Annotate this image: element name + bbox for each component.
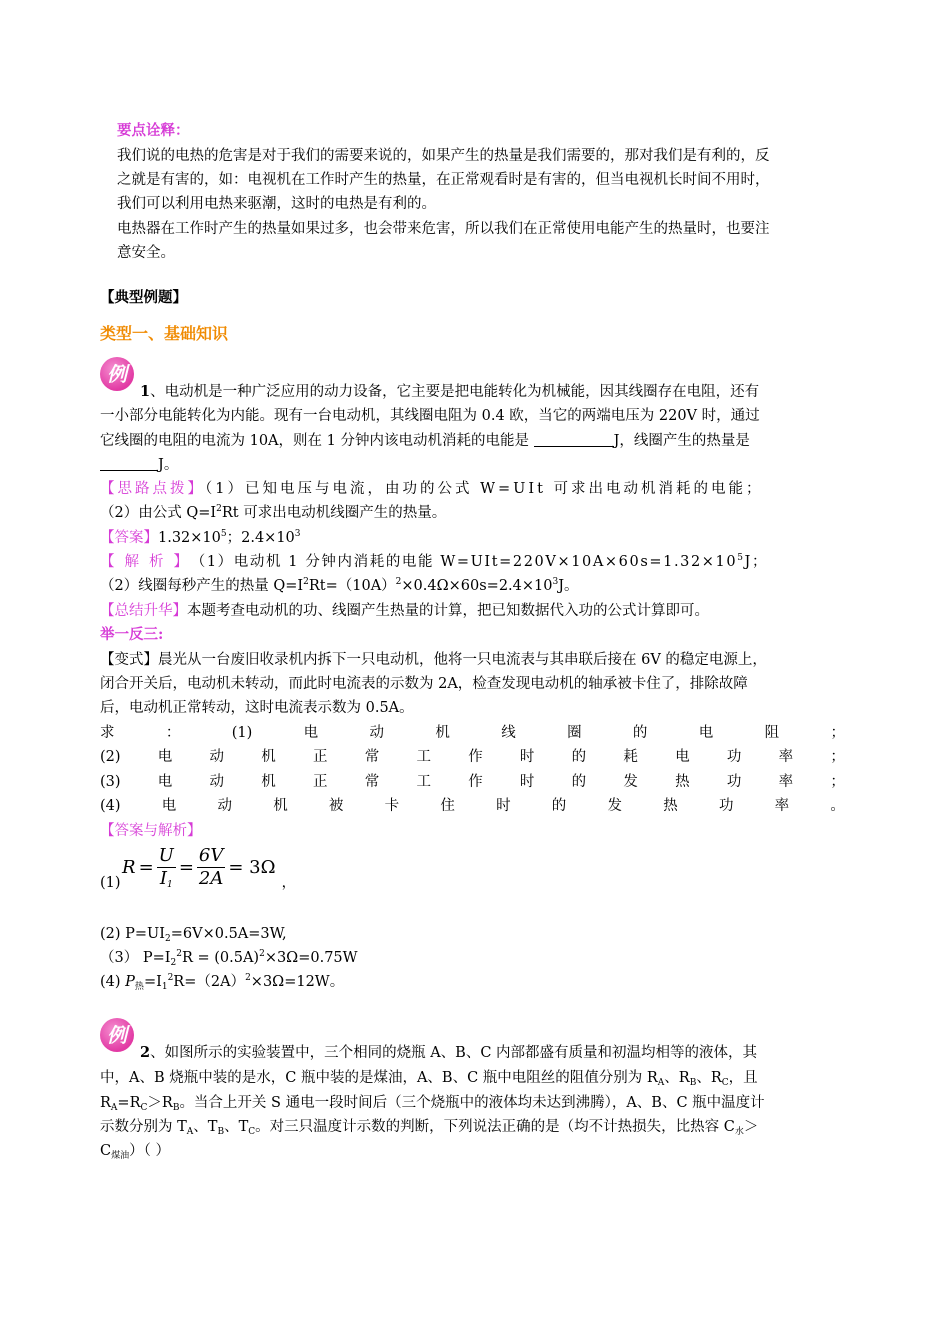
question-token: 电: [675, 749, 690, 765]
example-badge-icon: 例: [100, 1018, 134, 1052]
question-token: 常: [364, 774, 380, 790]
answer-explain-heading: 【答案与解析】: [100, 823, 202, 839]
notes-text: 之就是有害的，如：电视机在工作时产生的热量，在正常观看时是有害的，但当电视机长时间不用时，: [117, 172, 770, 188]
question-token: 的: [571, 749, 587, 765]
question-token: 作: [468, 749, 483, 765]
examples-heading: 【典型例题】: [100, 289, 187, 306]
ex1-line: 一小部分电能转化为内能。现有一台电动机，其线圈电阻为 0.4 欧，当它的两端电压为 220V 时，通过: [100, 408, 760, 424]
notes-heading: 要点诠释：: [117, 122, 190, 139]
question-token: 被: [328, 798, 344, 814]
fraction: $\frac{U}{I_1}$: [158, 844, 174, 890]
question-token: 求: [100, 725, 115, 741]
notes-text: 我们说的电热的危害是对于我们的需要来说的，如果产生的热量是我们需要的，那对我们是有利的，反: [117, 148, 770, 164]
question-token: 动: [209, 749, 225, 765]
ex1-hint: 【思路点拨】（1）已知电压与电流，由功的公式 W=UIt 可求出电动机消耗的电能；: [100, 481, 764, 497]
question-token: 动: [217, 798, 232, 814]
question-token: 功: [718, 798, 734, 814]
answer-blank: [100, 456, 158, 471]
question-token: 常: [364, 749, 380, 765]
question-token: 时: [519, 749, 535, 765]
question-token: 工: [416, 774, 431, 790]
question-token: 电: [161, 798, 177, 814]
question-token: 工: [416, 749, 431, 765]
question-token: 。: [830, 798, 845, 814]
answer-blank: [534, 432, 614, 447]
notes-text: 电热器在工作时产生的热量如果过多，也会带来危害，所以我们在正常使用电能产生的热量时，也要注: [117, 221, 770, 237]
question-token: 机: [435, 725, 450, 741]
ex1-explain: 【解析】（1）电动机 1 分钟内消耗的电能 $W=UIt=220V\times 10A\times 60s=1.32\times 10^5J$；: [100, 553, 769, 570]
question-token: 的: [551, 798, 567, 814]
ex2-line: 2、如图所示的实验装置中，三个相同的烧瓶 A、B、C 内部都盛有质量和初温均相等的液体，其: [140, 1044, 758, 1061]
notes-text: 我们可以利用电热来驱潮，这时的电热是有利的。: [117, 196, 436, 212]
question-token: 率: [778, 774, 794, 790]
question-3: [100, 772, 845, 792]
question-token: 发: [607, 798, 623, 814]
question-token: ；: [830, 749, 845, 765]
ex1-answer: 【答案】$1.32\times 10^5$；$2.4\times 10^3$: [100, 529, 301, 546]
question-token: 卡: [384, 798, 400, 814]
question-4: [100, 796, 845, 816]
answer-3: （3） $P=I_2^2R = (0.5A)^2\times 3\Omega=0.75W$: [100, 949, 358, 968]
question-token: 电: [698, 725, 714, 741]
question-token: 电: [157, 749, 173, 765]
question-token: 功: [726, 749, 742, 765]
ex2-line: 中，A、B 烧瓶中装的是水，C 瓶中装的是煤油，A、B、C 瓶中电阻丝的阻值分别为 $R_A$、$R_B$、$R_C$，且: [100, 1070, 758, 1088]
ex1-line: J。: [100, 455, 178, 475]
question-token: 机: [273, 798, 288, 814]
example-badge-icon: 例: [100, 357, 134, 391]
question-token: ；: [830, 774, 845, 790]
question-token: (1): [231, 725, 253, 741]
question-token: 热: [675, 774, 690, 790]
question-token: 住: [440, 798, 455, 814]
question-token: (2): [100, 749, 121, 765]
formula-resistance: R = $\frac{U}{I_1}$ = $\frac{6V}{2A}$ = 3Ω ，: [122, 844, 296, 891]
question-token: 作: [468, 774, 483, 790]
ex1-hint: （2）由公式 $Q=I^2Rt$ 可求出电动机线圈产生的热量。: [100, 504, 447, 521]
fraction: $\frac{6V}{2A}$: [198, 844, 224, 889]
question-token: 线: [501, 725, 516, 741]
question-1: [100, 723, 845, 743]
question-token: 率: [778, 749, 794, 765]
practice-heading: 举一反三:: [100, 626, 164, 643]
question-token: 耗: [623, 749, 638, 765]
ex2-line: 示数分别为 $T_A$、$T_B$、$T_C$。对三只温度计示数的判断，下列说法正确的是（均不计热损失，比热容 $C_水>$: [100, 1119, 759, 1137]
question-token: 动: [209, 774, 225, 790]
question-token: 率: [774, 798, 790, 814]
question-token: 正: [312, 749, 328, 765]
question-token: 时: [496, 798, 511, 814]
question-token: 机: [261, 774, 276, 790]
question-token: (3): [100, 774, 121, 790]
notes-text: 意安全。: [117, 245, 175, 261]
question-token: 圈: [567, 725, 582, 741]
type1-heading: 类型一、基础知识: [100, 324, 229, 343]
answer-1-label: (1): [100, 875, 121, 891]
ex2-line: $C_{煤油}$）（ ）: [100, 1143, 170, 1161]
question-token: 电: [157, 774, 173, 790]
answer-4: (4) $P_热=I_1^2R=(2A)^2\times 3\Omega=12W$。: [100, 973, 345, 992]
question-token: 阻: [764, 725, 780, 741]
ex2-line: $R_A=R_C>R_B$。当合上开关 S 通电一段时间后（三个烧瓶中的液体均未达到沸腾），A、B、C 瓶中温度计: [100, 1095, 765, 1113]
question-token: 发: [623, 774, 638, 790]
question-token: ：: [165, 725, 181, 741]
question-token: 的: [632, 725, 648, 741]
practice-text: 闭合开关后，电动机未转动，而此时电流表的示数为 2A，检查发现电动机的轴承被卡住了，排除故障: [100, 676, 748, 692]
question-token: 时: [519, 774, 535, 790]
question-token: 机: [261, 749, 276, 765]
question-token: 动: [369, 725, 384, 741]
question-2: [100, 747, 845, 767]
question-token: ；: [830, 725, 845, 741]
practice-text: 后，电动机正常转动，这时电流表示数为 0.5A。: [100, 700, 414, 716]
question-token: 的: [571, 774, 587, 790]
question-token: 功: [726, 774, 742, 790]
question-token: 热: [663, 798, 678, 814]
question-token: 正: [312, 774, 328, 790]
ex1-line: 它线圈的电阻的电流为 10A，则在 1 分钟内该电动机消耗的电能是 J，线圈产生的热量是: [100, 433, 750, 449]
question-token: 电: [303, 725, 319, 741]
practice-text: 【变式】晨光从一台废旧收录机内拆下一只电动机，他将一只电流表与其串联后接在 6V 的稳定电源上，: [100, 652, 767, 668]
answer-2: (2) $P=UI_2=6V\times 0.5A=3W$,: [100, 926, 287, 944]
ex1-summary: 【总结升华】本题考查电动机的功、线圈产生热量的计算，把已知数据代入功的公式计算即可。: [100, 603, 709, 619]
ex1-explain: （2）线圈每秒产生的热量 $Q=I^2Rt=(10A)^2\times 0.4\Omega\times 60s=2.4\times 10^3J$。: [100, 577, 579, 594]
question-token: (4): [100, 798, 121, 814]
ex1-line: 1、电动机是一种广泛应用的动力设备，它主要是把电能转化为机械能，因其线圈存在电阻，还有: [140, 383, 760, 400]
